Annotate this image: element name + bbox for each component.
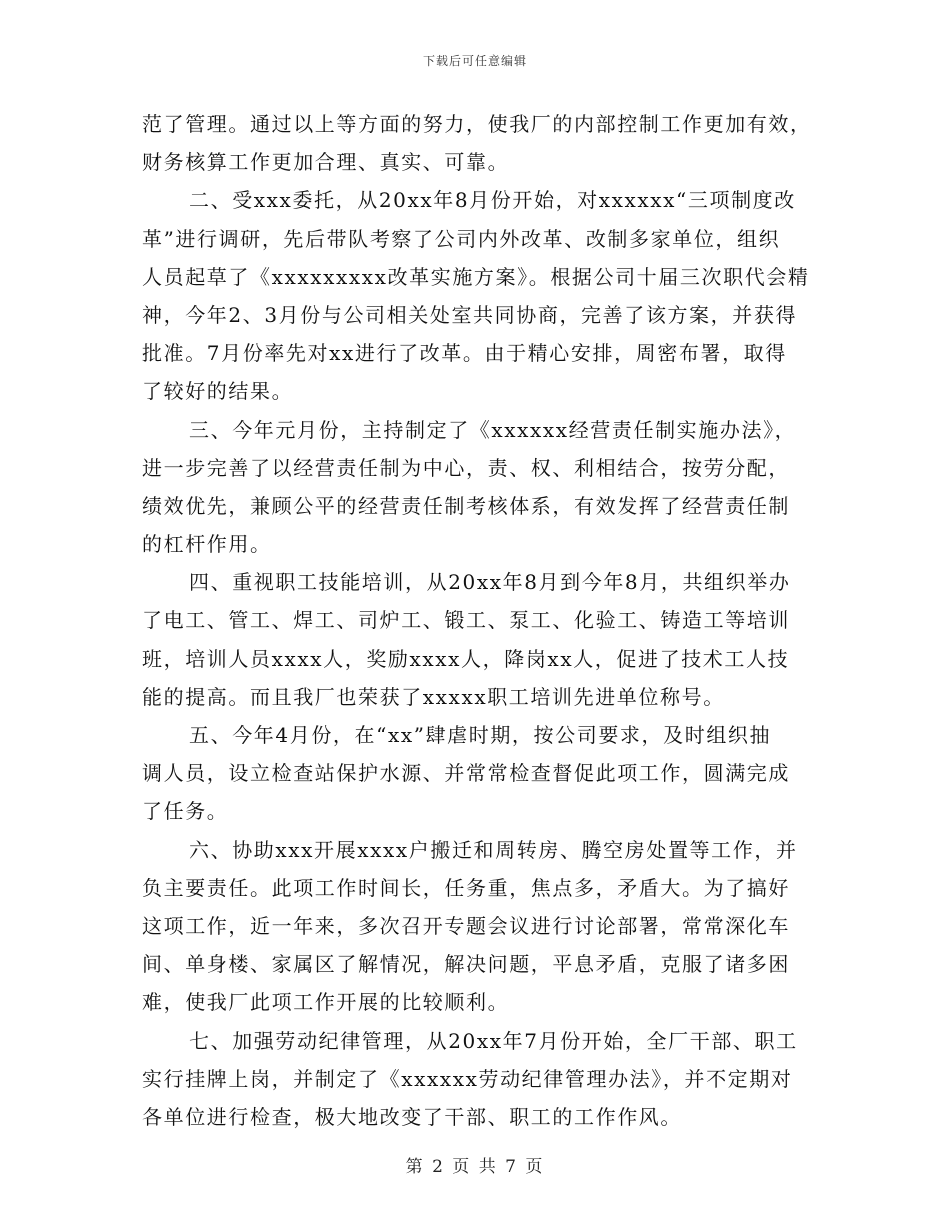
document-body <box>142 105 812 1136</box>
body-line: 了电工、管工、焊工、司炉工、锻工、泵工、化验工、铸造工等培训 <box>142 608 790 633</box>
body-line: 人员起草了《xxxxxxxxx改革实施方案》。根据公司十届三次职代会精 <box>142 264 810 289</box>
paragraph-start-line: 四、重视职工技能培训，从20xx年8月到今年8月，共组织举办 <box>189 570 791 595</box>
body-line: 能的提高。而且我厂也荣获了xxxxx职工培训先进单位称号。 <box>142 684 725 709</box>
body-line: 进一步完善了以经营责任制为中心，责、权、利相结合，按劳分配， <box>142 455 790 480</box>
page-header: 下载后可任意编辑 <box>422 54 527 68</box>
body-line: 调人员，设立检查站保护水源、并常常检查督促此项工作，圆满完成 <box>142 761 790 786</box>
body-line: 负主要责任。此项工作时间长，任务重，焦点多，矛盾大。为了搞好 <box>142 875 790 900</box>
body-line: 的杠杆作用。 <box>142 532 272 557</box>
paragraph-start-line: 六、协助xxx开展xxxx户搬迁和周转房、腾空房处置等工作，并 <box>189 837 798 862</box>
paragraph-start-line: 三、今年元月份，主持制定了《xxxxxx经营责任制实施办法》， <box>189 417 797 442</box>
paragraph-start-line: 七、加强劳动纪律管理，从20xx年7月份开始，全厂干部、职工 <box>189 1028 798 1053</box>
body-line: 难，使我厂此项工作开展的比较顺利。 <box>142 990 510 1015</box>
body-line: 范了管理。通过以上等方面的努力，使我厂的内部控制工作更加有效， <box>142 112 812 136</box>
page-number-footer: 第 2 页 共 7 页 <box>405 1157 545 1177</box>
body-line: 了任务。 <box>142 799 229 824</box>
body-line: 革”进行调研，先后带队考察了公司内外改革、改制多家单位，组织 <box>142 226 781 251</box>
body-line: 了较好的结果。 <box>142 379 294 404</box>
paragraph-start-line: 五、今年4月份，在“xx”肆虐时期，按公司要求，及时组织抽 <box>189 723 772 747</box>
paragraph-start-line: 二、受xxx委托，从20xx年8月份开始，对xxxxxx“三项制度改 <box>189 188 796 213</box>
body-line: 班，培训人员xxxx人，奖励xxxx人，降岗xx人，促进了技术工人技 <box>142 646 790 671</box>
body-line: 实行挂牌上岗，并制定了《xxxxxx劳动纪律管理办法》，并不定期对 <box>142 1066 793 1091</box>
body-line: 各单位进行检查，极大地改变了干部、职工的工作作风。 <box>142 1104 682 1129</box>
body-line: 间、单身楼、家属区了解情况，解决问题，平息矛盾，克服了诸多困 <box>142 952 790 977</box>
body-line: 财务核算工作更加合理、真实、可靠。 <box>142 150 510 175</box>
body-line: 神，今年2、3月份与公司相关处室共同协商，完善了该方案，并获得 <box>142 302 798 327</box>
body-line: 绩效优先，兼顾公平的经营责任制考核体系，有效发挥了经营责任制 <box>142 493 790 518</box>
body-line: 批准。7月份率先对xx进行了改革。由于精心安排，周密布署，取得 <box>142 341 787 366</box>
body-line: 这项工作，近一年来，多次召开专题会议进行讨论部署，常常深化车 <box>142 913 790 938</box>
